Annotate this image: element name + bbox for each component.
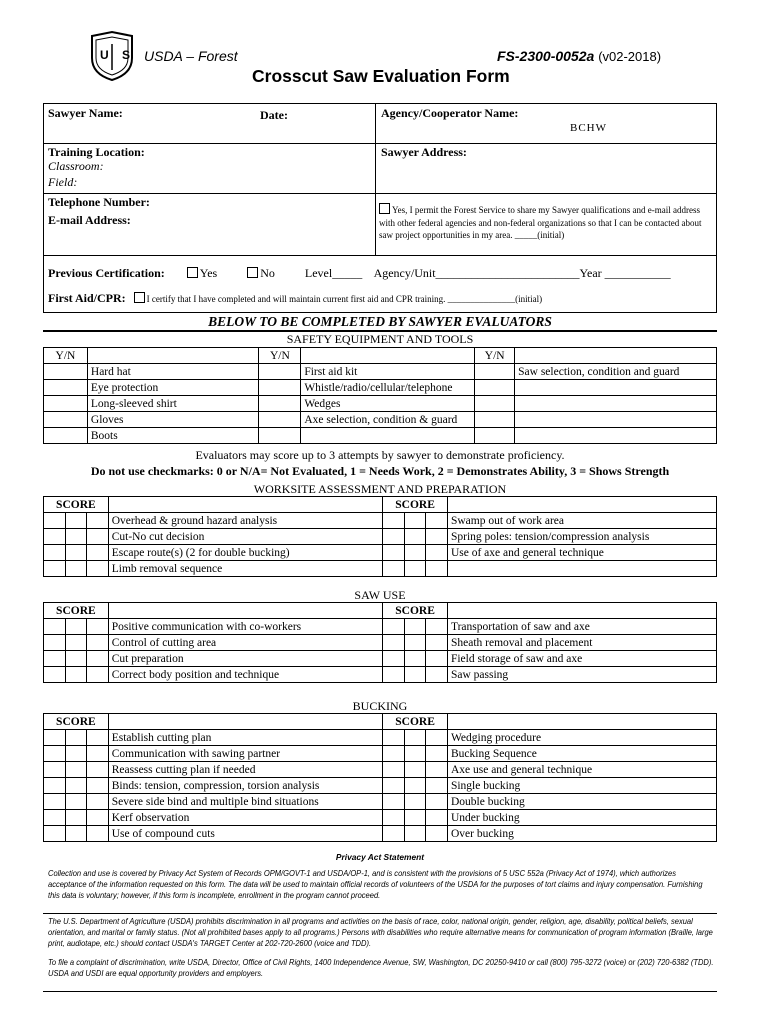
safety-item: Whistle/radio/cellular/telephone	[301, 380, 475, 396]
score-cell[interactable]	[87, 651, 109, 667]
score-cell[interactable]	[65, 826, 87, 842]
table-row	[44, 667, 717, 683]
score-cell[interactable]	[426, 619, 448, 635]
safety-item: Gloves	[87, 412, 259, 428]
agency-cooperator-label[interactable]: Agency/Cooperator Name:	[381, 106, 519, 120]
score-cell[interactable]	[426, 667, 448, 683]
email-label[interactable]: E-mail Address:	[48, 213, 131, 227]
score-cell[interactable]	[383, 778, 405, 794]
safety-item: Long-sleeved shirt	[87, 396, 259, 412]
score-cell[interactable]	[404, 651, 426, 667]
score-cell[interactable]	[87, 762, 109, 778]
score-cell[interactable]	[87, 513, 109, 529]
score-cell[interactable]	[44, 810, 66, 826]
score-cell[interactable]	[44, 561, 66, 577]
yn-cell[interactable]	[44, 364, 88, 380]
yn-cell[interactable]	[44, 380, 88, 396]
score-cell[interactable]	[426, 730, 448, 746]
score-cell[interactable]	[65, 667, 87, 683]
yn-cell[interactable]	[259, 396, 301, 412]
yn-cell[interactable]	[259, 364, 301, 380]
sawyer-name-label[interactable]: Sawyer Name:	[48, 106, 123, 120]
score-cell[interactable]	[426, 561, 448, 577]
score-cell[interactable]	[426, 635, 448, 651]
score-cell[interactable]	[65, 730, 87, 746]
safety-item: Hard hat	[87, 364, 259, 380]
score-cell[interactable]	[404, 730, 426, 746]
score-cell[interactable]	[383, 651, 405, 667]
skill-item: Communication with sawing partner	[108, 746, 383, 762]
score-cell[interactable]	[404, 529, 426, 545]
form-number: FS-2300-0052a	[497, 48, 595, 64]
score-cell[interactable]	[404, 667, 426, 683]
table-row	[44, 513, 717, 529]
table-row	[44, 651, 717, 667]
skill-item: Escape route(s) (2 for double bucking)	[108, 545, 383, 561]
safety-item: Eye protection	[87, 380, 259, 396]
skill-item: Cut-No cut decision	[108, 529, 383, 545]
worksite-heading: WORKSITE ASSESSMENT AND PREPARATION	[253, 482, 507, 496]
saw-use-heading: SAW USE	[354, 588, 406, 602]
score-cell[interactable]	[65, 529, 87, 545]
saw-use-score-table	[43, 602, 717, 683]
skill-item: Positive communication with co-workers	[108, 619, 383, 635]
table-row	[44, 619, 717, 635]
level-field[interactable]: Level_____	[304, 266, 363, 280]
safety-item	[515, 428, 717, 444]
score-cell[interactable]	[44, 826, 66, 842]
bucking-heading: BUCKING	[352, 699, 408, 713]
score-header: SCORE	[44, 603, 109, 619]
score-cell[interactable]	[65, 561, 87, 577]
table-row	[44, 730, 717, 746]
permit-checkbox[interactable]	[379, 203, 390, 214]
score-cell[interactable]	[87, 619, 109, 635]
score-cell[interactable]	[87, 635, 109, 651]
score-cell[interactable]	[44, 651, 66, 667]
safety-item: Wedges	[301, 396, 475, 412]
agency-name: USDA – Forest	[144, 48, 238, 64]
evaluators-heading: BELOW TO BE COMPLETED BY SAWYER EVALUATORS	[208, 314, 552, 329]
score-cell[interactable]	[404, 826, 426, 842]
yn-cell[interactable]	[44, 396, 88, 412]
skill-item: Spring poles: tension/compression analysis	[447, 529, 716, 545]
score-cell[interactable]	[383, 561, 405, 577]
table-row	[44, 529, 717, 545]
score-cell[interactable]	[404, 513, 426, 529]
score-cell[interactable]	[87, 810, 109, 826]
yn-cell[interactable]	[44, 428, 88, 444]
score-cell[interactable]	[383, 826, 405, 842]
field-label[interactable]: Field:	[48, 175, 78, 189]
score-cell[interactable]	[87, 826, 109, 842]
score-cell[interactable]	[44, 778, 66, 794]
safety-item	[515, 380, 717, 396]
score-cell[interactable]	[426, 746, 448, 762]
nondiscrimination-text: The U.S. Department of Agriculture (USDA) prohibits discrimination in all programs and activities on the basis of race, color, national origin, gender, religion, age, disability, political beliefs, sexual orientation, and marital or family status. (Not all prohibited bases apply to all programs.) Persons with disabilities who require alternative means for communication of program information (Braille, large print, audiotape, etc.) should contact USDA's TARGET Center at 202-720-2600 (voice and TDD).	[48, 916, 713, 949]
score-cell[interactable]	[44, 545, 66, 561]
prev-cert-label: Previous Certification:	[48, 266, 165, 280]
prev-cert-yes-checkbox[interactable]	[187, 267, 198, 278]
skill-item: Saw passing	[447, 667, 716, 683]
skill-item: Reassess cutting plan if needed	[108, 762, 383, 778]
skill-item: Transportation of saw and axe	[447, 619, 716, 635]
yn-cell[interactable]	[475, 428, 515, 444]
safety-item	[301, 428, 475, 444]
score-cell[interactable]	[383, 746, 405, 762]
score-cell[interactable]	[383, 667, 405, 683]
score-cell[interactable]	[383, 635, 405, 651]
safety-item: Axe selection, condition & guard	[301, 412, 475, 428]
skill-item: Kerf observation	[108, 810, 383, 826]
skill-item: Binds: tension, compression, torsion analysis	[108, 778, 383, 794]
safety-item	[515, 412, 717, 428]
score-cell[interactable]	[426, 529, 448, 545]
score-cell[interactable]	[383, 513, 405, 529]
form-title: Crosscut Saw Evaluation Form	[252, 66, 510, 86]
previous-certification-row	[48, 266, 671, 281]
table-row	[44, 778, 717, 794]
score-cell[interactable]	[44, 513, 66, 529]
safety-item: Boots	[87, 428, 259, 444]
yn-header: Y/N	[259, 348, 301, 364]
score-header: SCORE	[44, 714, 109, 730]
safety-equipment-table	[43, 347, 717, 444]
yn-cell[interactable]	[475, 412, 515, 428]
score-cell[interactable]	[44, 667, 66, 683]
scoring-legend: Do not use checkmarks: 0 or N/A= Not Evaluated, 1 = Needs Work, 2 = Demonstrates Ability, 3 = Shows Strength	[90, 464, 670, 478]
privacy-act-text: Collection and use is covered by Privacy Act System of Records OPM/GOVT-1 and USDA/OP-1, and is consistent with the provisions of 5 USC 552a (Privacy Act of 1974), which authorizes acceptance of the information requested on this form. The data will be used to maintain official records of volunteers of the USDA for the purposes of tort claims and injury compensation. Furnishing this data is voluntary; however, if this form is incomplete, enrollment in the program cannot proceed.	[48, 868, 703, 901]
score-cell[interactable]	[87, 778, 109, 794]
first-aid-label: First Aid/CPR:	[48, 291, 126, 305]
score-cell[interactable]	[383, 619, 405, 635]
score-cell[interactable]	[404, 794, 426, 810]
agency-cooperator-value[interactable]: BCHW	[570, 122, 607, 134]
score-cell[interactable]	[44, 794, 66, 810]
yn-cell[interactable]	[475, 396, 515, 412]
form-version: (v02-2018)	[598, 49, 662, 64]
score-cell[interactable]	[87, 730, 109, 746]
score-header: SCORE	[383, 603, 448, 619]
score-cell[interactable]	[426, 778, 448, 794]
prev-cert-no-checkbox[interactable]	[247, 267, 258, 278]
score-cell[interactable]	[65, 635, 87, 651]
score-cell[interactable]	[87, 667, 109, 683]
sawyer-address-label[interactable]: Sawyer Address:	[381, 145, 467, 159]
yn-cell[interactable]	[259, 380, 301, 396]
yn-cell[interactable]	[475, 380, 515, 396]
score-cell[interactable]	[426, 513, 448, 529]
first-aid-row	[48, 289, 542, 307]
score-cell[interactable]	[87, 529, 109, 545]
privacy-act-title: Privacy Act Statement	[335, 852, 425, 862]
score-cell[interactable]	[87, 561, 109, 577]
classroom-label[interactable]: Classroom:	[48, 159, 104, 173]
skill-item: Axe use and general technique	[447, 762, 716, 778]
score-cell[interactable]	[426, 545, 448, 561]
score-cell[interactable]	[87, 746, 109, 762]
prev-cert-no-label: No	[260, 266, 275, 280]
yn-cell[interactable]	[259, 428, 301, 444]
skill-item: Limb removal sequence	[108, 561, 383, 577]
score-cell[interactable]	[65, 619, 87, 635]
skill-item: Sheath removal and placement	[447, 635, 716, 651]
skill-item: Bucking Sequence	[447, 746, 716, 762]
score-cell[interactable]	[383, 529, 405, 545]
skill-item: Double bucking	[447, 794, 716, 810]
score-cell[interactable]	[426, 810, 448, 826]
score-cell[interactable]	[383, 794, 405, 810]
score-cell[interactable]	[404, 635, 426, 651]
skill-item: Swamp out of work area	[447, 513, 716, 529]
skill-item: Correct body position and technique	[108, 667, 383, 683]
forest-service-shield-logo	[88, 30, 136, 82]
score-cell[interactable]	[44, 635, 66, 651]
bucking-score-table	[43, 713, 717, 842]
score-cell[interactable]	[65, 778, 87, 794]
yn-cell[interactable]	[44, 412, 88, 428]
score-cell[interactable]	[404, 746, 426, 762]
score-cell[interactable]	[383, 730, 405, 746]
logo-text: U S	[100, 48, 136, 62]
first-aid-checkbox[interactable]	[134, 292, 145, 303]
score-cell[interactable]	[404, 762, 426, 778]
complaint-text: To file a complaint of discrimination, write USDA, Director, Office of Civil Rights, 1400 Independence Avenue, SW, Washington, DC 20250-9410 or call (800) 795-3272 (voice) or (202) 720-6382 (TDD). USDA and USDI are equal opportunity providers and employers.	[48, 957, 714, 979]
skill-item: Cut preparation	[108, 651, 383, 667]
score-cell[interactable]	[404, 619, 426, 635]
score-cell[interactable]	[65, 746, 87, 762]
skill-item	[447, 561, 716, 577]
skill-item: Control of cutting area	[108, 635, 383, 651]
table-row	[44, 746, 717, 762]
safety-heading: SAFETY EQUIPMENT AND TOOLS	[286, 332, 474, 346]
score-cell[interactable]	[426, 826, 448, 842]
yn-header: Y/N	[475, 348, 515, 364]
score-cell[interactable]	[426, 794, 448, 810]
telephone-label[interactable]: Telephone Number:	[48, 195, 150, 209]
prev-cert-yes-label: Yes	[199, 266, 218, 280]
score-cell[interactable]	[404, 561, 426, 577]
evaluators-note: Evaluators may score up to 3 attempts by sawyer to demonstrate proficiency.	[195, 448, 565, 462]
score-cell[interactable]	[65, 810, 87, 826]
safety-item	[515, 396, 717, 412]
skill-item: Use of axe and general technique	[447, 545, 716, 561]
score-cell[interactable]	[383, 810, 405, 826]
table-row	[44, 561, 717, 577]
score-cell[interactable]	[65, 513, 87, 529]
score-cell[interactable]	[65, 762, 87, 778]
score-cell[interactable]	[44, 746, 66, 762]
safety-item: Saw selection, condition and guard	[515, 364, 717, 380]
score-cell[interactable]	[44, 762, 66, 778]
score-cell[interactable]	[87, 545, 109, 561]
score-cell[interactable]	[426, 651, 448, 667]
score-cell[interactable]	[65, 794, 87, 810]
skill-item: Over bucking	[447, 826, 716, 842]
permit-text: Yes, I permit the Forest Service to share my Sawyer qualifications and e-mail address with other federal agencies and non-federal organizations so that I can be contacted about saw project opportunities in my area. _____(initial)	[379, 205, 702, 240]
score-cell[interactable]	[65, 651, 87, 667]
table-row	[44, 635, 717, 651]
yn-cell[interactable]	[259, 412, 301, 428]
score-cell[interactable]	[404, 810, 426, 826]
table-row	[44, 794, 717, 810]
score-cell[interactable]	[44, 529, 66, 545]
skill-item: Establish cutting plan	[108, 730, 383, 746]
score-header: SCORE	[383, 497, 448, 513]
worksite-score-table	[43, 496, 717, 577]
score-header: SCORE	[44, 497, 109, 513]
score-header: SCORE	[383, 714, 448, 730]
score-cell[interactable]	[383, 762, 405, 778]
safety-item: First aid kit	[301, 364, 475, 380]
score-cell[interactable]	[65, 545, 87, 561]
score-cell[interactable]	[87, 794, 109, 810]
skill-item: Under bucking	[447, 810, 716, 826]
table-row	[44, 810, 717, 826]
skill-item: Severe side bind and multiple bind situations	[108, 794, 383, 810]
score-cell[interactable]	[44, 730, 66, 746]
skill-item: Field storage of saw and axe	[447, 651, 716, 667]
skill-item: Overhead & ground hazard analysis	[108, 513, 383, 529]
yn-cell[interactable]	[475, 364, 515, 380]
score-cell[interactable]	[426, 762, 448, 778]
score-cell[interactable]	[404, 545, 426, 561]
skill-item: Single bucking	[447, 778, 716, 794]
skill-item: Wedging procedure	[447, 730, 716, 746]
first-aid-text: I certify that I have completed and will maintain current first aid and CPR training. _______________(initial)	[146, 294, 543, 304]
skill-item: Use of compound cuts	[108, 826, 383, 842]
table-row	[44, 826, 717, 842]
score-cell[interactable]	[383, 545, 405, 561]
score-cell[interactable]	[404, 778, 426, 794]
agency-unit-year-field[interactable]: Agency/Unit________________________Year ___________	[373, 266, 671, 280]
date-label[interactable]: Date:	[260, 108, 288, 122]
table-row	[44, 762, 717, 778]
training-location-label[interactable]: Training Location:	[48, 145, 145, 159]
table-row	[44, 545, 717, 561]
score-cell[interactable]	[44, 619, 66, 635]
form-number-block	[497, 48, 661, 64]
permit-consent	[379, 203, 713, 242]
yn-header: Y/N	[44, 348, 88, 364]
